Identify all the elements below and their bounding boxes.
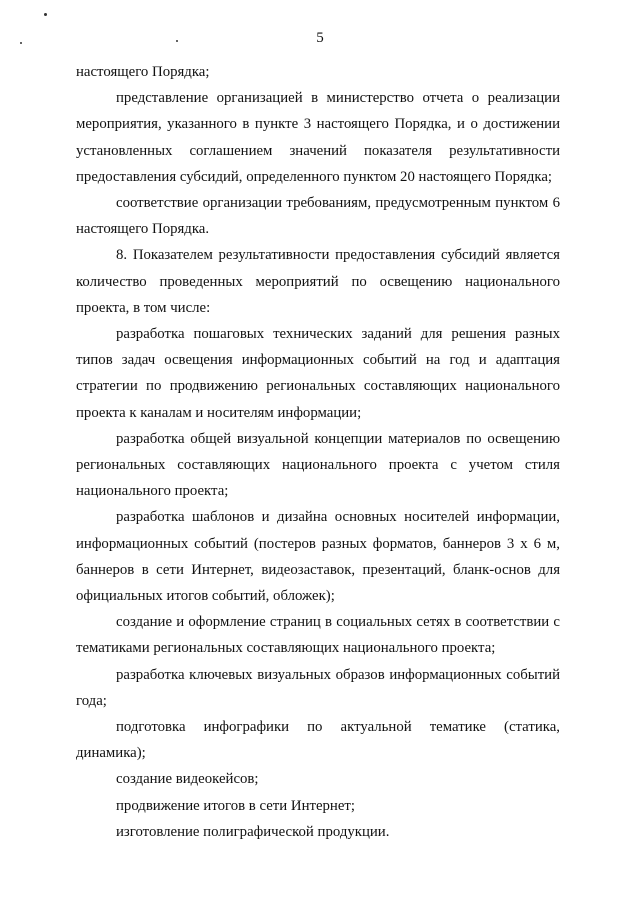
paragraph-continuation: настоящего Порядка; <box>76 64 210 80</box>
paragraph-item-8: 8. Показателем результативности предоставления субсидий является количество проведенных мероприятий по освещению национального проекта, в том числе: <box>76 247 560 316</box>
paragraph: создание видеокейсов; <box>116 771 259 788</box>
paragraph: представление организацией в министерство отчета о реализации мероприятия, указанного в пункте 3 настоящего Порядка, и о достижении установленных соглашением значений показателя результативности предоставления субсидий, определенного пунктом 20 настоящего Порядка; <box>76 90 560 185</box>
paragraph: разработка пошаговых технических заданий для решения разных типов задач освещения информационных событий на год и адаптация стратегии по продвижению региональных составляющих национального проекта к каналам и носителям информации; <box>76 326 560 421</box>
paragraph: разработка ключевых визуальных образов информационных событий года; <box>76 666 560 709</box>
paragraph: создание и оформление страниц в социальных сетях в соответствии с тематиками региональных составляющих национального проекта; <box>76 614 560 657</box>
document-body <box>76 59 560 845</box>
paragraph: соответствие организации требованиям, предусмотренным пунктом 6 настоящего Порядка. <box>76 195 560 238</box>
page-number: 5 <box>316 30 324 46</box>
paragraph: разработка общей визуальной концепции материалов по освещению региональных составляющих национального проекта с учетом стиля национального проекта; <box>76 430 560 500</box>
paragraph: разработка шаблонов и дизайна основных носителей информации, информационных событий (постеров разных форматов, баннеров 3 х 6 м, баннеров в сети Интернет, видеозаставок, презентаций, бланк-основ для официальных итогов событий, обложек); <box>76 509 560 605</box>
scan-speck <box>44 13 47 16</box>
paragraph: подготовка инфографики по актуальной тематике (статика, динамика); <box>76 719 560 762</box>
paragraph: продвижение итогов в сети Интернет; <box>116 797 355 814</box>
paragraph: изготовление полиграфической продукции. <box>116 823 390 840</box>
